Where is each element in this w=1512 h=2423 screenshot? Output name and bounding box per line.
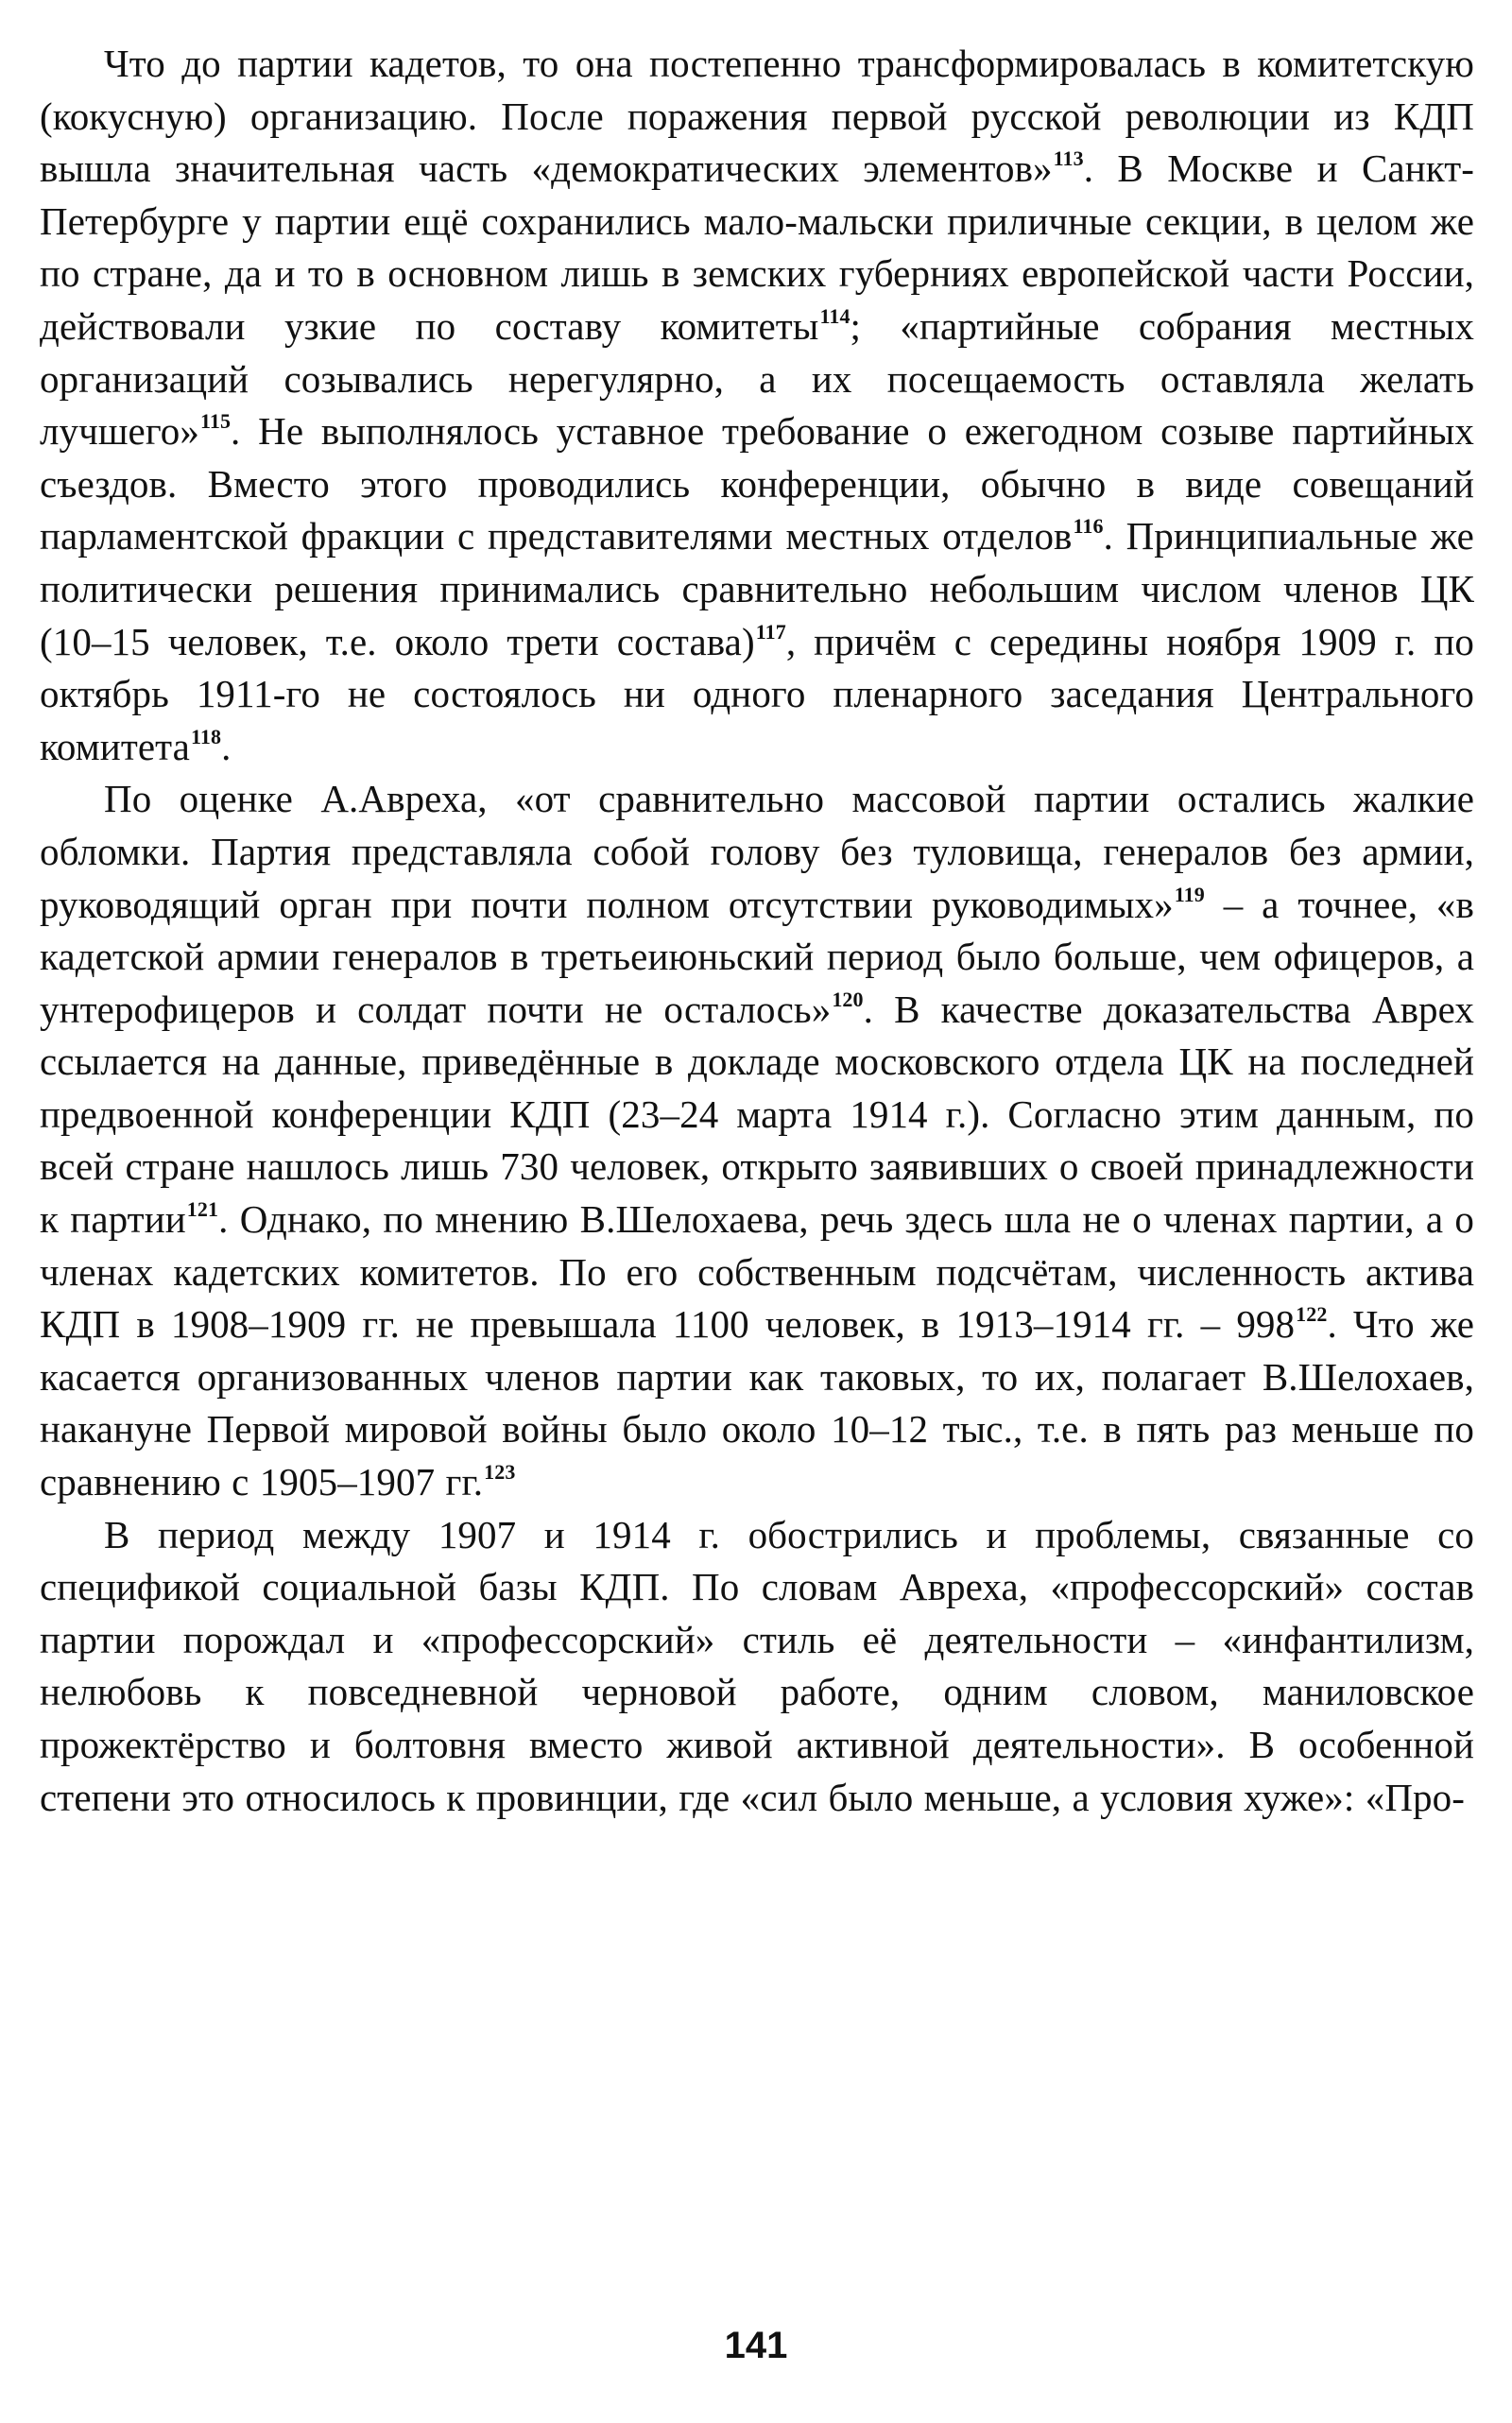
text-run: В период между 1907 и 1914 г. обострились и проблемы, связанные со спецификой социальной базы КДП. По словам Авреха, «профессорский» состав партии порождал и «профессорский» стиль её деятельности – «инфантилизм, нелюбовь к повседневной черновой работе, одним словом, маниловское прожектёрство и болтовня вместо живой активной деятельности». В особенной степени это относилось к провинции, где «сил было меньше, а условия хуже»: «Про- [40, 1512, 1474, 1819]
text-run: По оценке А.Авреха, «от сравнительно массовой партии остались жалкие обломки. Партия представляла собой голову без туловища, генералов без армии, руководящий орган при почти полном отсутствии руководимых» [40, 777, 1474, 926]
text-run: . В качестве доказательства Аврех ссылается на данные, приведённые в докладе московского отдела ЦК на последней предвоенной конференции КДП (23–24 марта 1914 г.). Согласно этим данным, по всей стране нашлось лишь 730 человек, открыто заявивших о своей принадлежности к партии [40, 987, 1474, 1242]
text-run: . Что же касается организованных членов партии как таковых, то их, полагает В.Шелохаев, накануне Первой мировой войны было около 10–12 тыс., т.е. в пять раз меньше по сравнению с 1905–1907 гг. [40, 1302, 1475, 1504]
footnote-marker: 113 [1053, 146, 1084, 171]
text-run: . В Москве и Санкт-Петербурге у партии ещё сохранились мало-мальски приличные секции, в целом же по стране, да и то в основном лишь в земских губерниях европейской части России, действовали узкие по составу комитеты [40, 146, 1474, 348]
footnote-marker: 119 [1174, 882, 1205, 906]
footnote-marker: 114 [819, 303, 850, 328]
text-run: ; «партийные собрания местных организаций созывались нерегулярно, а их посещаемость оставляла желать лучшего» [40, 303, 1474, 454]
footnote-marker: 123 [484, 1460, 516, 1485]
footnote-marker: 115 [199, 409, 232, 434]
paragraph-avrekh-assessment [40, 773, 1474, 1508]
text-run: . Не выполнялось уставное требование о ежегодном созыве партийных съездов. Вместо этого проводились конференции, обычно в виде совещаний парламентской фракции с представителями местных отделов [40, 409, 1474, 558]
paragraph-social-base [40, 1509, 1474, 1825]
footnote-marker: 122 [1296, 1302, 1328, 1327]
footnote-marker: 118 [190, 724, 222, 748]
footnote-marker: 116 [1073, 514, 1104, 539]
text-run: , причём с середины ноября 1909 г. по октябрь 1911-го не состоялось ни одного пленарного заседания Центрального комитета [40, 619, 1474, 768]
text-run: Что до партии кадетов, то она постепенно трансформировалась в комитетскую (кокусную) организацию. После поражения первой русской революции из КДП вышла значительная часть «демократических элементов» [40, 42, 1474, 191]
text-run: . [221, 724, 232, 768]
page-body [40, 38, 1474, 1824]
footnote-marker: 117 [755, 619, 786, 644]
text-run: – а точнее, «в кадетской армии генералов в третьеиюньский период было больше, чем офицеров, а унтерофицеров и солдат почти не осталось» [40, 882, 1474, 1031]
paragraph-kadets-committees [40, 38, 1474, 773]
text-run: . Принципиальные же политически решения принимались сравнительно небольшим числом членов ЦК (10–15 человек, т.е. около трети состава) [40, 514, 1474, 663]
footnote-marker: 120 [832, 987, 864, 1011]
footnote-marker: 121 [186, 1197, 219, 1222]
text-run: . Однако, по мнению В.Шелохаева, речь здесь шла не о членах партии, а о членах кадетских комитетов. По его собственным подсчётам, численность актива КДП в 1908–1909 гг. не превышала 1100 человек, в 1913–1914 гг. – 998 [40, 1197, 1474, 1347]
page-number: 141 [724, 2325, 788, 2366]
